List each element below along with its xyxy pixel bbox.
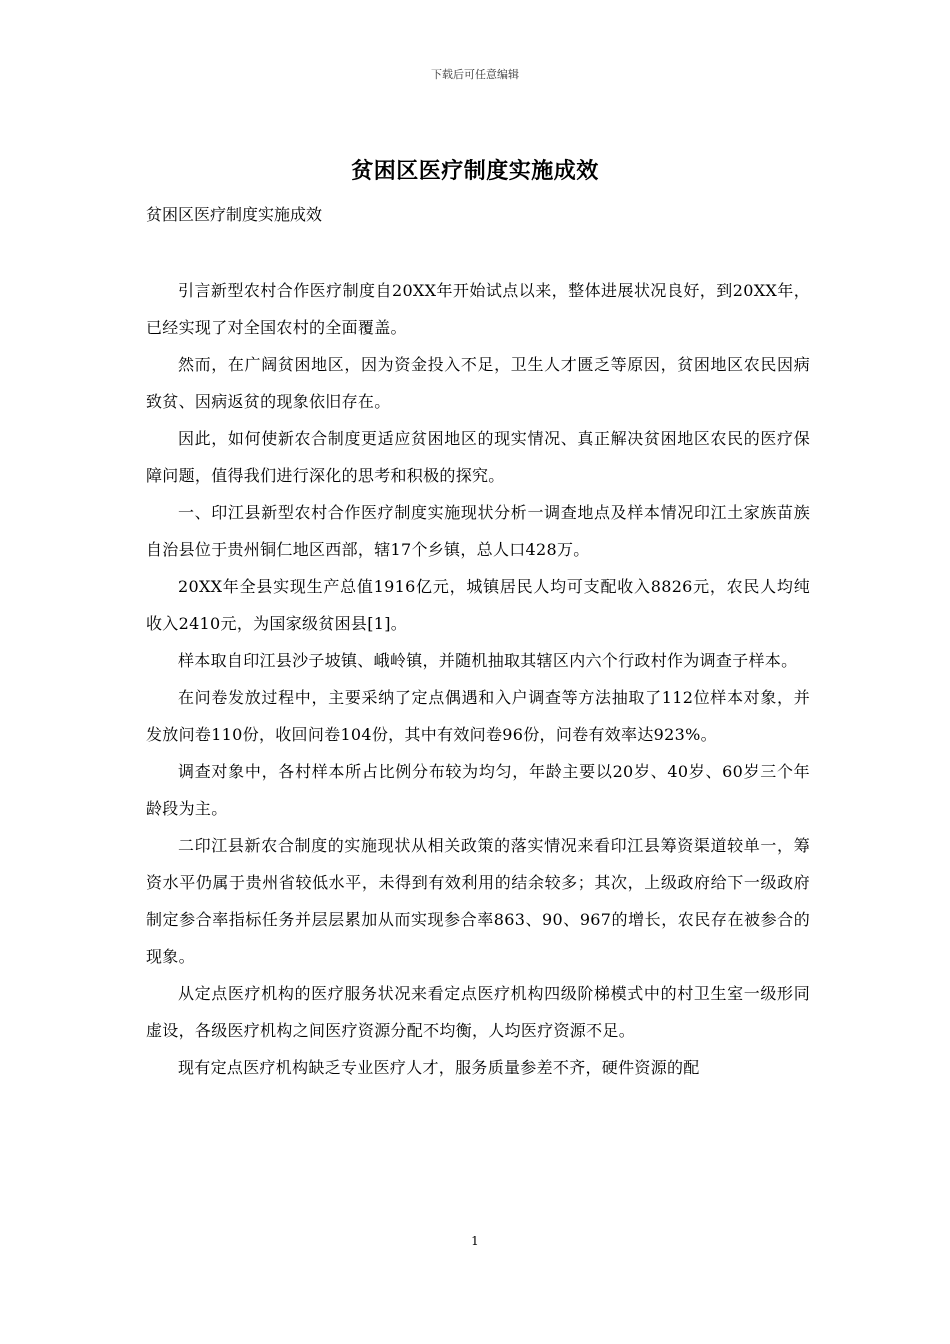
paragraph-6: 样本取自印江县沙子坡镇、峨岭镇，并随机抽取其辖区内六个行政村作为调查子样本。 xyxy=(178,651,798,670)
paragraph-9: 二印江县新农合制度的实施现状从相关政策的落实情况来看印江县筹资渠道较单一，筹资水平仍属于贵州省较低水平，未得到有效利用的结余较多；其次，上级政府给下一级政府制定参合率指标任务并层层累加从而实现参合率863、90、967的增长，农民存在被参合的现象。 xyxy=(146,836,810,966)
paragraph-3: 因此，如何使新农合制度更适应贫困地区的现实情况、真正解决贫困地区农民的医疗保障问题，值得我们进行深化的思考和积极的探究。 xyxy=(146,429,810,485)
paragraph-8: 调查对象中，各村样本所占比例分布较为均匀，年龄主要以20岁、40岁、60岁三个年龄段为主。 xyxy=(146,762,810,818)
paragraph-7: 在问卷发放过程中，主要采纳了定点偶遇和入户调查等方法抽取了112位样本对象，并发放问卷110份，收回问卷104份，其中有效问卷96份，问卷有效率达923%。 xyxy=(146,688,810,744)
paragraph-10: 从定点医疗机构的医疗服务状况来看定点医疗机构四级阶梯模式中的村卫生室一级形同虚设，各级医疗机构之间医疗资源分配不均衡，人均医疗资源不足。 xyxy=(146,984,810,1040)
document-title: 贫困区医疗制度实施成效 xyxy=(351,158,599,184)
paragraph-2: 然而，在广阔贫困地区，因为资金投入不足，卫生人才匮乏等原因，贫困地区农民因病致贫、因病返贫的现象依旧存在。 xyxy=(146,355,810,411)
paragraph-4: 一、印江县新型农村合作医疗制度实施现状分析一调查地点及样本情况印江土家族苗族自治县位于贵州铜仁地区西部，辖17个乡镇，总人口428万。 xyxy=(146,503,810,559)
document-body xyxy=(146,272,810,1086)
paragraph-5: 20XX年全县实现生产总值1916亿元，城镇居民人均可支配收入8826元，农民人均纯收入2410元，为国家级贫困县[1]。 xyxy=(146,577,810,633)
document-subtitle: 贫困区医疗制度实施成效 xyxy=(146,205,323,224)
paragraph-1: 引言新型农村合作医疗制度自20XX年开始试点以来，整体进展状况良好，到20XX年，已经实现了对全国农村的全面覆盖。 xyxy=(146,281,810,337)
paragraph-11: 现有定点医疗机构缺乏专业医疗人才，服务质量参差不齐，硬件资源的配 xyxy=(178,1058,700,1077)
page-header-note: 下载后可任意编辑 xyxy=(431,68,519,81)
page-number: 1 xyxy=(471,1234,479,1248)
